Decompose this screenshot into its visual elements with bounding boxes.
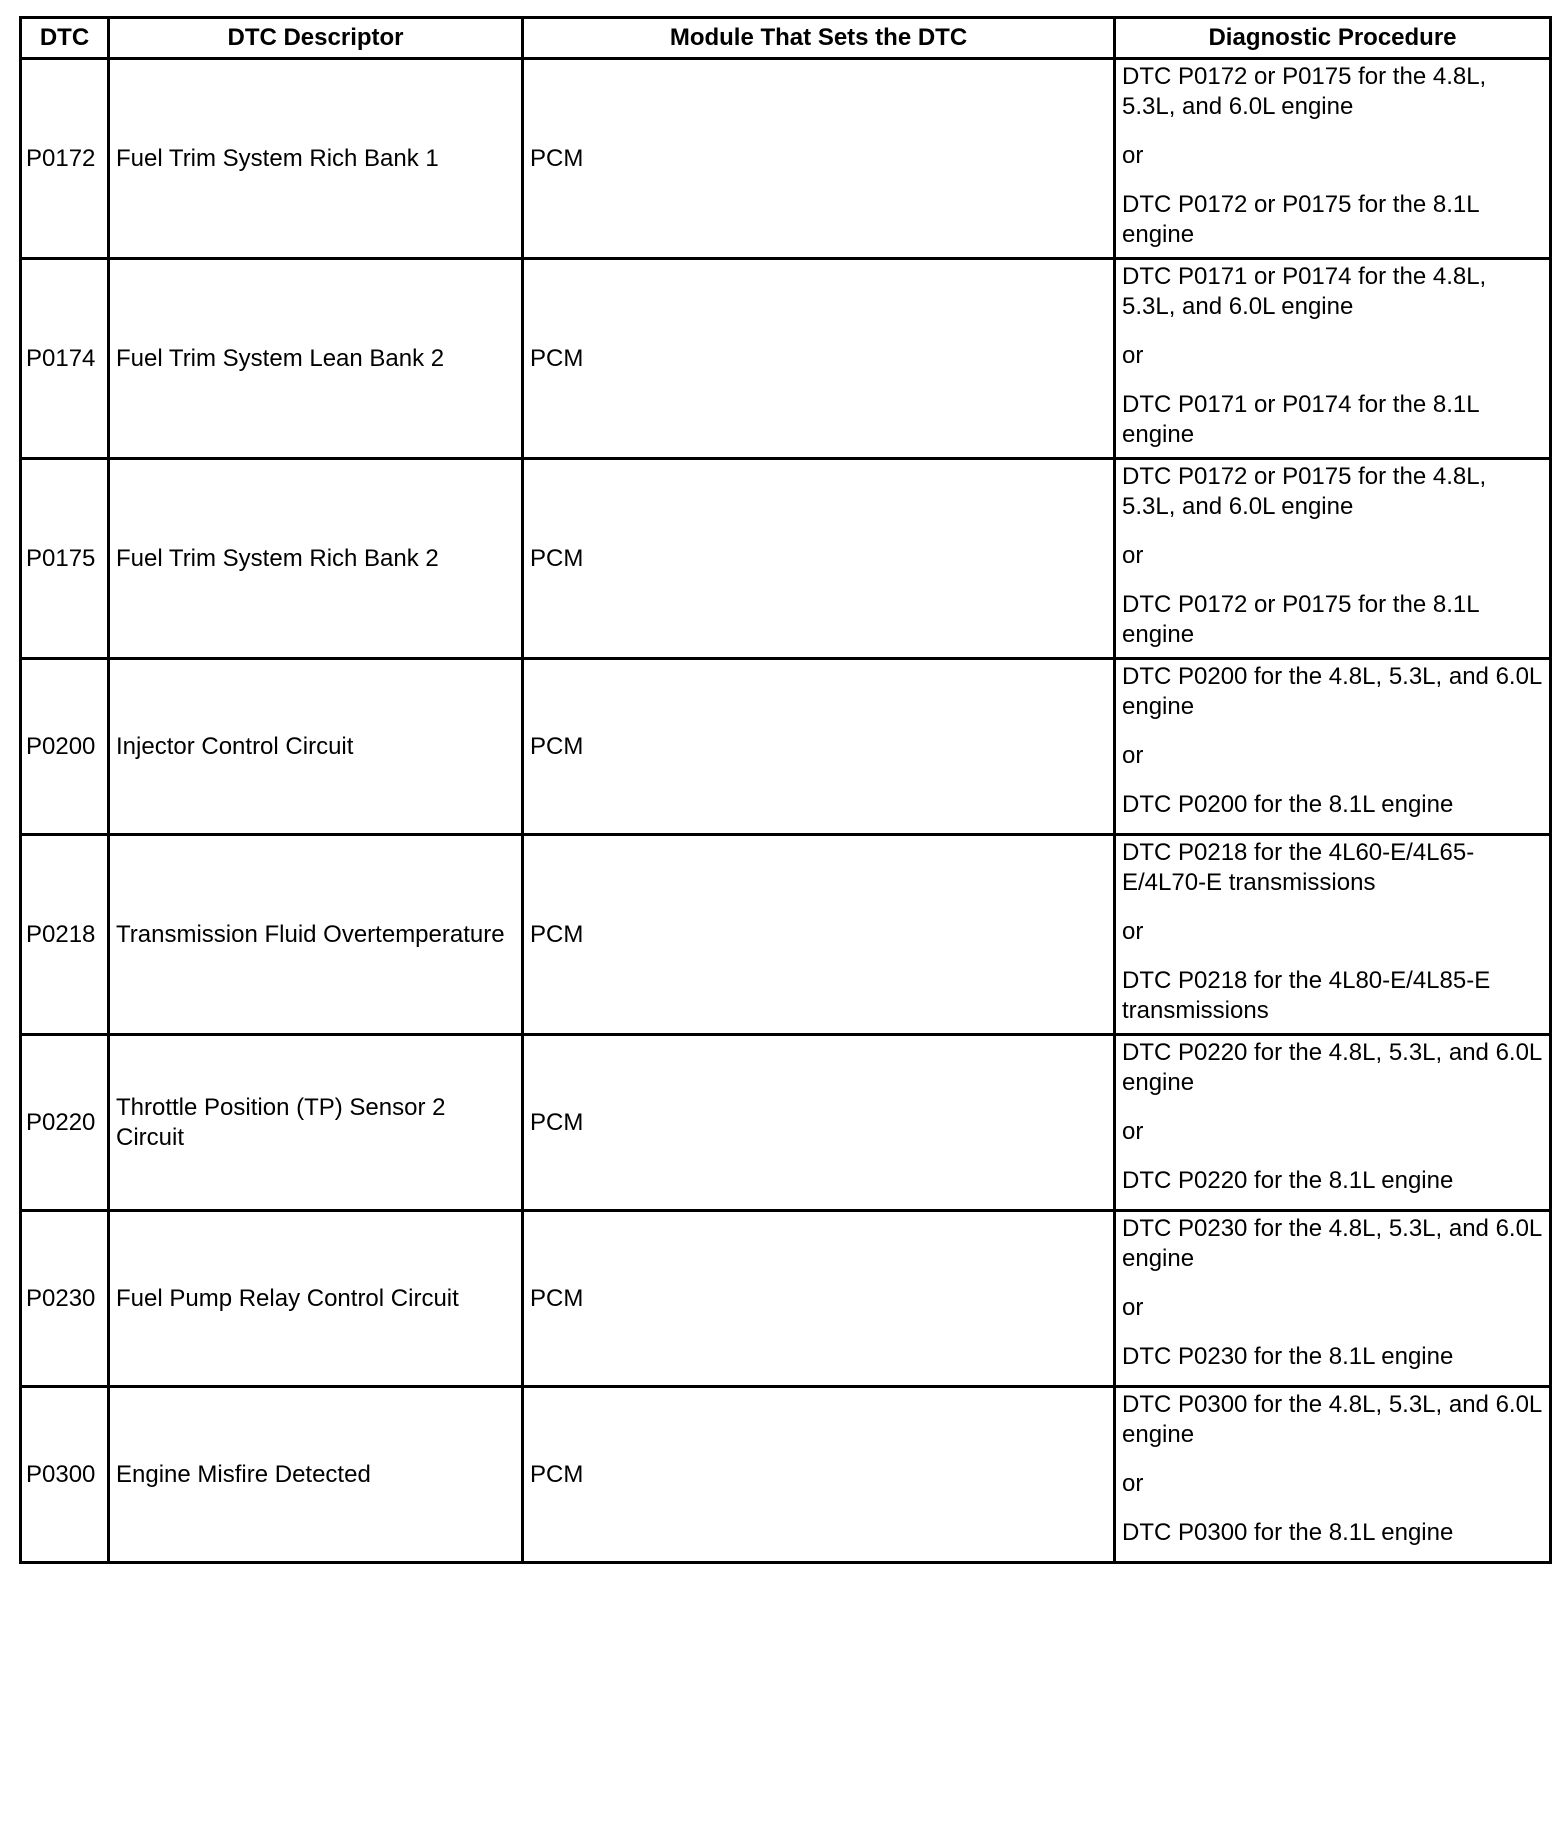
table-row xyxy=(21,459,1551,659)
header-descriptor: DTC Descriptor xyxy=(109,18,523,59)
diagnostic-procedure xyxy=(1115,1035,1551,1211)
header-row xyxy=(21,18,1551,59)
module: PCM xyxy=(523,835,1115,1035)
procedure-secondary-link[interactable]: DTC P0172 or P0175 for the 8.1L engine xyxy=(1122,591,1479,648)
procedure-primary-link[interactable]: DTC P0300 for the 4.8L, 5.3L, and 6.0L engine xyxy=(1122,1391,1542,1448)
table-row xyxy=(21,835,1551,1035)
procedure-or: or xyxy=(1122,1118,1144,1145)
table-row xyxy=(21,659,1551,835)
procedure-or: or xyxy=(1122,342,1144,369)
module: PCM xyxy=(523,1387,1115,1563)
procedure-secondary-link[interactable]: DTC P0172 or P0175 for the 8.1L engine xyxy=(1122,191,1479,248)
table-row xyxy=(21,1387,1551,1563)
dtc-descriptor: Fuel Trim System Lean Bank 2 xyxy=(109,259,523,459)
table-row xyxy=(21,59,1551,259)
module: PCM xyxy=(523,659,1115,835)
dtc-code: P0300 xyxy=(21,1387,109,1563)
dtc-code: P0218 xyxy=(21,835,109,1035)
dtc-code: P0172 xyxy=(21,59,109,259)
procedure-primary-link[interactable]: DTC P0230 for the 4.8L, 5.3L, and 6.0L engine xyxy=(1122,1215,1542,1272)
procedure-secondary-link[interactable]: DTC P0220 for the 8.1L engine xyxy=(1122,1167,1454,1194)
module: PCM xyxy=(523,259,1115,459)
procedure-primary-link[interactable]: DTC P0172 or P0175 for the 4.8L, 5.3L, and 6.0L engine xyxy=(1122,63,1487,120)
header-module: Module That Sets the DTC xyxy=(523,18,1115,59)
diagnostic-procedure xyxy=(1115,459,1551,659)
procedure-secondary-link[interactable]: DTC P0171 or P0174 for the 8.1L engine xyxy=(1122,391,1479,448)
dtc-descriptor: Fuel Trim System Rich Bank 1 xyxy=(109,59,523,259)
dtc-table xyxy=(19,16,1552,1564)
diagnostic-procedure xyxy=(1115,59,1551,259)
diagnostic-procedure xyxy=(1115,1387,1551,1563)
dtc-descriptor: Engine Misfire Detected xyxy=(109,1387,523,1563)
dtc-code: P0230 xyxy=(21,1211,109,1387)
dtc-descriptor: Fuel Trim System Rich Bank 2 xyxy=(109,459,523,659)
dtc-descriptor: Fuel Pump Relay Control Circuit xyxy=(109,1211,523,1387)
module: PCM xyxy=(523,59,1115,259)
procedure-primary-link[interactable]: DTC P0200 for the 4.8L, 5.3L, and 6.0L engine xyxy=(1122,663,1542,720)
header-procedure: Diagnostic Procedure xyxy=(1115,18,1551,59)
diagnostic-procedure xyxy=(1115,259,1551,459)
module: PCM xyxy=(523,459,1115,659)
dtc-code: P0175 xyxy=(21,459,109,659)
diagnostic-procedure xyxy=(1115,835,1551,1035)
procedure-or: or xyxy=(1122,918,1144,945)
table-row xyxy=(21,1035,1551,1211)
table-row xyxy=(21,259,1551,459)
dtc-code: P0220 xyxy=(21,1035,109,1211)
dtc-descriptor: Throttle Position (TP) Sensor 2 Circuit xyxy=(109,1035,523,1211)
module: PCM xyxy=(523,1035,1115,1211)
procedure-or: or xyxy=(1122,1294,1144,1321)
procedure-primary-link[interactable]: DTC P0172 or P0175 for the 4.8L, 5.3L, and 6.0L engine xyxy=(1122,463,1487,520)
procedure-primary-link[interactable]: DTC P0171 or P0174 for the 4.8L, 5.3L, and 6.0L engine xyxy=(1122,263,1487,320)
procedure-primary-link[interactable]: DTC P0218 for the 4L60-E/4L65-E/4L70-E transmissions xyxy=(1122,839,1475,896)
procedure-or: or xyxy=(1122,1470,1144,1497)
procedure-primary-link[interactable]: DTC P0220 for the 4.8L, 5.3L, and 6.0L engine xyxy=(1122,1039,1542,1096)
dtc-code: P0174 xyxy=(21,259,109,459)
dtc-descriptor: Transmission Fluid Overtemperature xyxy=(109,835,523,1035)
table-row xyxy=(21,1211,1551,1387)
procedure-or: or xyxy=(1122,542,1144,569)
procedure-secondary-link[interactable]: DTC P0200 for the 8.1L engine xyxy=(1122,791,1454,818)
procedure-secondary-link[interactable]: DTC P0218 for the 4L80-E/4L85-E transmissions xyxy=(1122,967,1491,1024)
dtc-descriptor: Injector Control Circuit xyxy=(109,659,523,835)
header-dtc: DTC xyxy=(21,18,109,59)
procedure-or: or xyxy=(1122,142,1144,169)
diagnostic-procedure xyxy=(1115,659,1551,835)
procedure-secondary-link[interactable]: DTC P0300 for the 8.1L engine xyxy=(1122,1519,1454,1546)
diagnostic-procedure xyxy=(1115,1211,1551,1387)
procedure-or: or xyxy=(1122,742,1144,769)
dtc-code: P0200 xyxy=(21,659,109,835)
procedure-secondary-link[interactable]: DTC P0230 for the 8.1L engine xyxy=(1122,1343,1454,1370)
module: PCM xyxy=(523,1211,1115,1387)
